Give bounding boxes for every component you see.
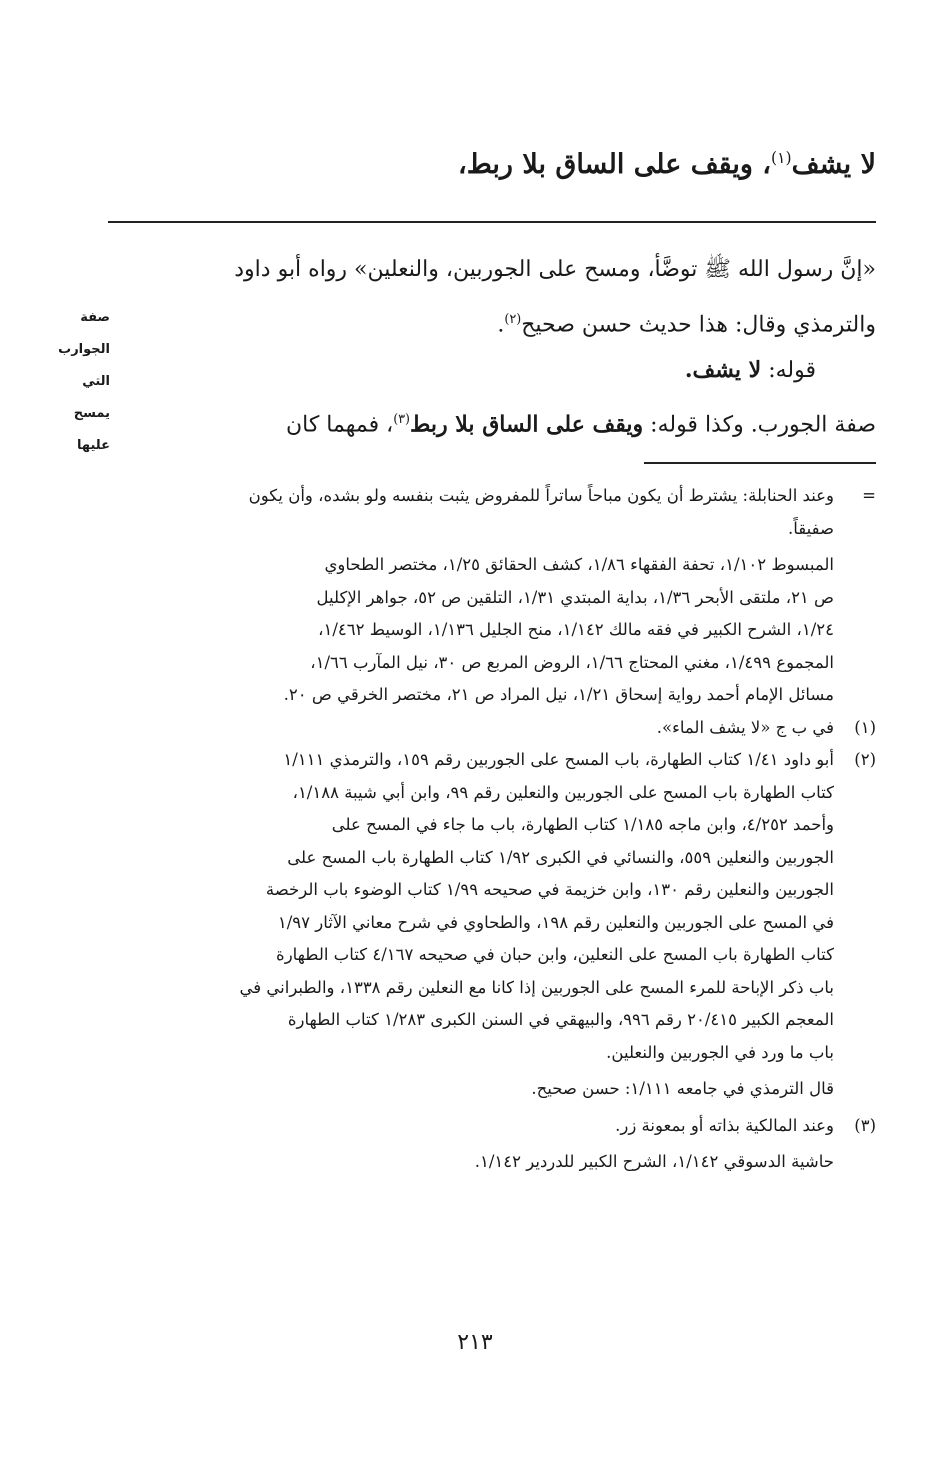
- footnote-line: كتاب الطهارة باب المسح على النعلين، وابن حبان في صحيحه ٤/١٦٧ كتاب الطهارة: [276, 945, 834, 964]
- footnote-line: المبسوط ١/١٠٢، تحفة الفقهاء ١/٨٦، كشف الحقائق ١/٢٥، مختصر الطحاوي: [324, 555, 834, 574]
- heading-footnote-ref-1[interactable]: (١): [771, 148, 792, 167]
- margin-note-line: الجوارب: [58, 342, 110, 357]
- footnote-line: الجوربين والنعلين ٥٥٩، والنسائي في الكبرى ١/٩٢ كتاب الطهارة باب المسح على: [287, 847, 834, 867]
- margin-note-line: التي: [82, 374, 110, 389]
- footnote-line: باب ذكر الإباحة للمرء المسح على الجوربين إذا كانا مع النعلين رقم ١٣٣٨، والطبراني في: [239, 977, 834, 997]
- footnote-line: المجموع ١/٤٩٩، مغني المحتاج ١/٦٦، الروض المربع ص ٣٠، نيل المآرب ١/٦٦،: [310, 652, 834, 672]
- footnote-sources: [108, 549, 876, 712]
- main-body: [108, 245, 876, 445]
- footnote-line: في المسح على الجوربين والنعلين رقم ١٩٨، والطحاوي في شرح معاني الآثار ١/٩٧: [277, 912, 834, 932]
- body-line-4: [108, 395, 876, 445]
- footnote-line: كتاب الطهارة باب المسح على الجوربين والنعلين رقم ٩٩، وابن أبي شيبة ١/١٨٨،: [292, 782, 834, 802]
- footnote-line: وعند الحنابلة: يشترط أن يكون مباحاً ساتراً للمفروض يثبت بنفسه ولو بشده، وأن يكون: [248, 486, 834, 505]
- footnote-3: [108, 1110, 876, 1179]
- footnote-ref-3[interactable]: (٣): [393, 412, 411, 427]
- section-heading: [276, 148, 876, 180]
- footnote-line: باب ما ورد في الجوربين والنعلين.: [606, 1042, 834, 1062]
- footnote-line: المعجم الكبير ٢٠/٤١٥ رقم ٩٩٦، والبيهقي في السنن الكبرى ١/٢٨٣ كتاب الطهارة: [287, 1010, 834, 1029]
- footnote-continuation: [108, 480, 876, 545]
- footnote-ref-2[interactable]: (٢): [504, 312, 522, 327]
- footnote-line: في ب ج «لا يشف الماء».: [656, 717, 834, 737]
- footnote-1-number: (١): [854, 717, 876, 737]
- body-line-4-bold: ويقف على الساق بلا ربط: [410, 411, 644, 438]
- footnote-line: صفيقاً.: [788, 518, 834, 538]
- body-line-3: [108, 345, 876, 395]
- footnote-2: [108, 744, 876, 1106]
- margin-note-line: يمسح: [73, 406, 110, 421]
- body-line-3-bold: لا يشف.: [684, 357, 762, 383]
- body-line-1: «إنَّ رسول الله ﷺ توضَّأ، ومسح على الجوربين، والنعلين» رواه أبو داود: [234, 257, 876, 282]
- footnote-separator: [644, 462, 876, 464]
- footnote-line: وأحمد ٤/٢٥٢، وابن ماجه ١/١٨٥ كتاب الطهارة، باب ما جاء في المسح على: [331, 815, 834, 834]
- footnote-line: الجوربين والنعلين رقم ١٣٠، وابن خزيمة في صحيحه ١/٩٩ كتاب الوضوء باب الرخصة: [265, 880, 834, 899]
- footnote-3-number: (٣): [854, 1115, 876, 1135]
- body-line-4-end: ، فمهما كان: [285, 412, 394, 438]
- margin-note-line: صفة: [80, 310, 110, 325]
- page-number: ٢١٣: [457, 1330, 493, 1355]
- footnotes: [108, 480, 876, 1179]
- body-line-4-prefix: صفة الجورب. وكذا قوله:: [650, 412, 876, 438]
- heading-part1: لا يشف: [791, 149, 876, 180]
- footnote-line: وعند المالكية بذاته أو بمعونة زر.: [615, 1115, 834, 1135]
- body-line-3-prefix: قوله:: [768, 358, 816, 383]
- body-line-2-text: والترمذي وقال: هذا حديث حسن صحيح: [521, 312, 876, 338]
- heading-part2: ، ويقف على الساق بلا ربط،: [458, 149, 771, 180]
- margin-note-line: عليها: [77, 438, 110, 453]
- footnote-line: حاشية الدسوقي ١/١٤٢، الشرح الكبير للدردير ١/١٤٢.: [474, 1152, 834, 1171]
- footnote-line: قال الترمذي في جامعه ١/١١١: حسن صحيح.: [531, 1079, 834, 1098]
- body-line-2-end: .: [497, 312, 505, 338]
- footnote-1: [108, 712, 876, 745]
- footnote-line: مسائل الإمام أحمد رواية إسحاق ١/٢١، نيل المراد ص ٢١، مختصر الخرقي ص ٢٠.: [283, 685, 834, 704]
- margin-note: [40, 302, 110, 462]
- body-line-2: [108, 295, 876, 345]
- footnote-line: ١/٢٤، الشرح الكبير في فقه مالك ١/١٤٢، منح الجليل ١/١٣٦، الوسيط ١/٤٦٢،: [318, 620, 834, 639]
- footnote-line: أبو داود ١/٤١ كتاب الطهارة، باب المسح على الجوربين رقم ١٥٩، والترمذي ١/١١١: [283, 750, 834, 769]
- continuation-mark: =: [862, 486, 876, 505]
- footnote-2-number: (٢): [854, 750, 876, 769]
- footnote-line: ص ٢١، ملتقى الأبحر ١/٣٦، بداية المبتدي ١/٣١، التلقين ص ٥٢، جواهر الإكليل: [316, 587, 834, 607]
- heading-divider: [108, 221, 876, 223]
